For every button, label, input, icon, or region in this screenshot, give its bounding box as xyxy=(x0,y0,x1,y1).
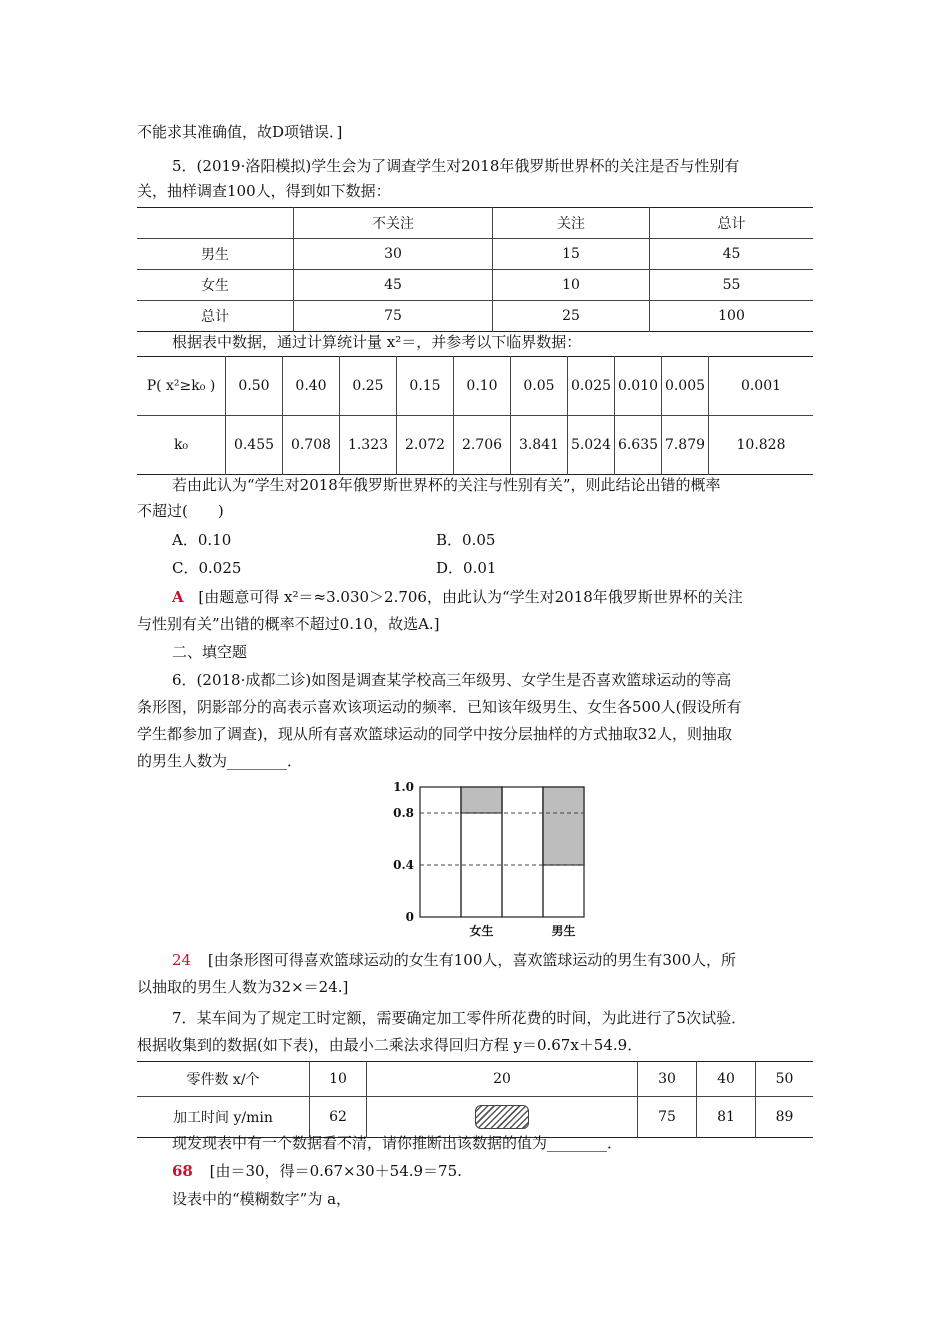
q6-line4: 的男生人数为________． xyxy=(137,752,303,770)
table-row xyxy=(137,301,813,332)
table-row xyxy=(137,239,813,270)
table-cell: 0.455 xyxy=(226,416,283,475)
table-cell: 总计 xyxy=(137,301,294,332)
intro-line: 不能求其准确值，故D项错误．] xyxy=(137,123,343,141)
table-cell: 0.005 xyxy=(662,357,709,416)
y-tick-label-0: 1.0 xyxy=(393,780,414,794)
table-cell: 2.706 xyxy=(454,416,511,475)
table-header-cell: 不关注 xyxy=(294,208,493,239)
critical-value-table xyxy=(137,356,813,475)
table-cell: 2.072 xyxy=(397,416,454,475)
table-cell: 45 xyxy=(294,270,493,301)
table-cell: 55 xyxy=(650,270,814,301)
q6-line3: 学生都参加了调查)，现从所有喜欢篮球运动的同学中按分层抽样的方式抽取32人，则抽取 xyxy=(137,725,732,743)
table-cell: 0.50 xyxy=(226,357,283,416)
table-header-cell: 总计 xyxy=(650,208,814,239)
q7-line1: 7．某车间为了规定工时定额，需要确定加工零件所花费的时间，为此进行了5次试验． xyxy=(172,1009,747,1027)
table-label-cell: 零件数 x/个 xyxy=(186,1072,260,1088)
table-cell: 7.879 xyxy=(662,416,709,475)
x-tick-label-0: 女生 xyxy=(469,924,494,938)
section-title: 二、填空题 xyxy=(172,643,248,661)
table-cell: 男生 xyxy=(137,239,294,270)
q5-line1: 5．(2019·洛阳模拟)学生会为了调查学生对2018年俄罗斯世界杯的关注是否与性别有 xyxy=(172,157,740,175)
table-cell: 1.323 xyxy=(340,416,397,475)
option-b: B．0.05 xyxy=(436,531,496,549)
table-label-cell: 加工时间 y/min xyxy=(137,1097,310,1138)
table-cell: 75 xyxy=(294,301,493,332)
q7-after-table: 现发现表中有一个数据看不清，请你推断出该数据的值为________． xyxy=(172,1134,623,1152)
table-cell: 0.10 xyxy=(454,357,511,416)
q5-answer: A xyxy=(172,588,184,606)
q7-explain-line1: [由＝30，得＝0.67×30＋54.9＝75. xyxy=(209,1162,462,1180)
table-cell: 0.05 xyxy=(511,357,568,416)
table-cell: 20 xyxy=(367,1062,638,1097)
table-cell: 50 xyxy=(756,1062,814,1097)
table-cell: 100 xyxy=(650,301,814,332)
table-cell: 女生 xyxy=(137,270,294,301)
table-cell: 15 xyxy=(493,239,650,270)
table-label-cell: k₀ xyxy=(137,416,226,475)
table-cell: 10 xyxy=(310,1062,367,1097)
q6-answer: 24 xyxy=(172,951,192,969)
q5-data-table xyxy=(137,207,813,332)
table-cell: 75 xyxy=(638,1097,697,1138)
table-header-cell xyxy=(137,208,294,239)
bar-shaded-1 xyxy=(543,787,584,865)
empty-slot-2 xyxy=(502,787,543,917)
table-cell: 89 xyxy=(756,1097,814,1138)
table-cell: 3.841 xyxy=(511,416,568,475)
option-d: D．0.01 xyxy=(436,559,497,577)
option-c: C．0.025 xyxy=(172,559,242,577)
y-tick-label-1: 0.8 xyxy=(393,806,414,820)
table-cell: 0.25 xyxy=(340,357,397,416)
table-row xyxy=(137,416,813,475)
table-cell: 62 xyxy=(310,1097,367,1138)
q7-line2: 根据收集到的数据(如下表)，由最小二乘法求得回归方程 y＝0.67x＋54.9． xyxy=(137,1036,643,1054)
stacked-bar-chart xyxy=(380,775,610,945)
y-tick-label-2: 0.4 xyxy=(393,858,414,872)
table-cell: 30 xyxy=(294,239,493,270)
q5-stem-line2: 不超过( ) xyxy=(137,502,224,520)
table-cell: 0.40 xyxy=(283,357,340,416)
q6-line1: 6．(2018·成都二诊)如图是调查某学校高三年级男、女学生是否喜欢篮球运动的等高 xyxy=(172,671,732,689)
table-cell: 6.635 xyxy=(615,416,662,475)
q7-data-table xyxy=(137,1061,813,1138)
table-cell: 0.025 xyxy=(568,357,615,416)
table-label-cell: P( x²≥k₀ ) xyxy=(146,377,216,394)
table-cell: 45 xyxy=(650,239,814,270)
empty-slot-0 xyxy=(420,787,461,917)
table-row xyxy=(137,270,813,301)
q5-line2: 关，抽样调查100人，得到如下数据： xyxy=(137,182,391,200)
q6-explain-line1: [由条形图可得喜欢篮球运动的女生有100人，喜欢篮球运动的男生有300人，所 xyxy=(207,951,736,969)
table-cell: 5.024 xyxy=(568,416,615,475)
q5-after-table: 根据表中数据，通过计算统计量 x²＝，并参考以下临界数据： xyxy=(172,333,582,351)
table-row xyxy=(137,357,813,416)
q6-line2: 条形图，阴影部分的高表示喜欢该项运动的频率．已知该年级男生、女生各500人(假设所有 xyxy=(137,698,742,716)
blurred-number-icon xyxy=(475,1105,529,1129)
table-header-cell: 关注 xyxy=(493,208,650,239)
table-cell: 25 xyxy=(493,301,650,332)
table-cell: 0.001 xyxy=(709,357,814,416)
table-cell: 40 xyxy=(697,1062,756,1097)
q5-stem-line1: 若由此认为“学生对2018年俄罗斯世界杯的关注与性别有关”，则此结论出错的概率 xyxy=(172,476,721,494)
table-cell: 0.15 xyxy=(397,357,454,416)
x-tick-label-1: 男生 xyxy=(551,924,576,938)
table-cell: 81 xyxy=(697,1097,756,1138)
table-cell: 30 xyxy=(638,1062,697,1097)
q7-answer: 68 xyxy=(172,1162,193,1180)
q7-explain-line2: 设表中的“模糊数字”为 a， xyxy=(172,1190,352,1208)
q6-explain-line2: 以抽取的男生人数为32×＝24.] xyxy=(137,978,349,996)
q5-explain-line2: 与性别有关”出错的概率不超过0.10，故选A.] xyxy=(137,615,440,633)
option-a: A．0.10 xyxy=(172,531,232,549)
y-tick-label-3: 0 xyxy=(405,910,414,924)
table-row xyxy=(137,1062,813,1097)
bar-shaded-0 xyxy=(461,787,502,813)
q5-explain-line1: [由题意可得 x²＝≈3.030＞2.706，由此认为“学生对2018年俄罗斯世界杯的关注 xyxy=(198,588,743,606)
table-cell: 10 xyxy=(493,270,650,301)
table-cell: 0.708 xyxy=(283,416,340,475)
table-cell: 0.010 xyxy=(615,357,662,416)
table-cell: 10.828 xyxy=(709,416,814,475)
